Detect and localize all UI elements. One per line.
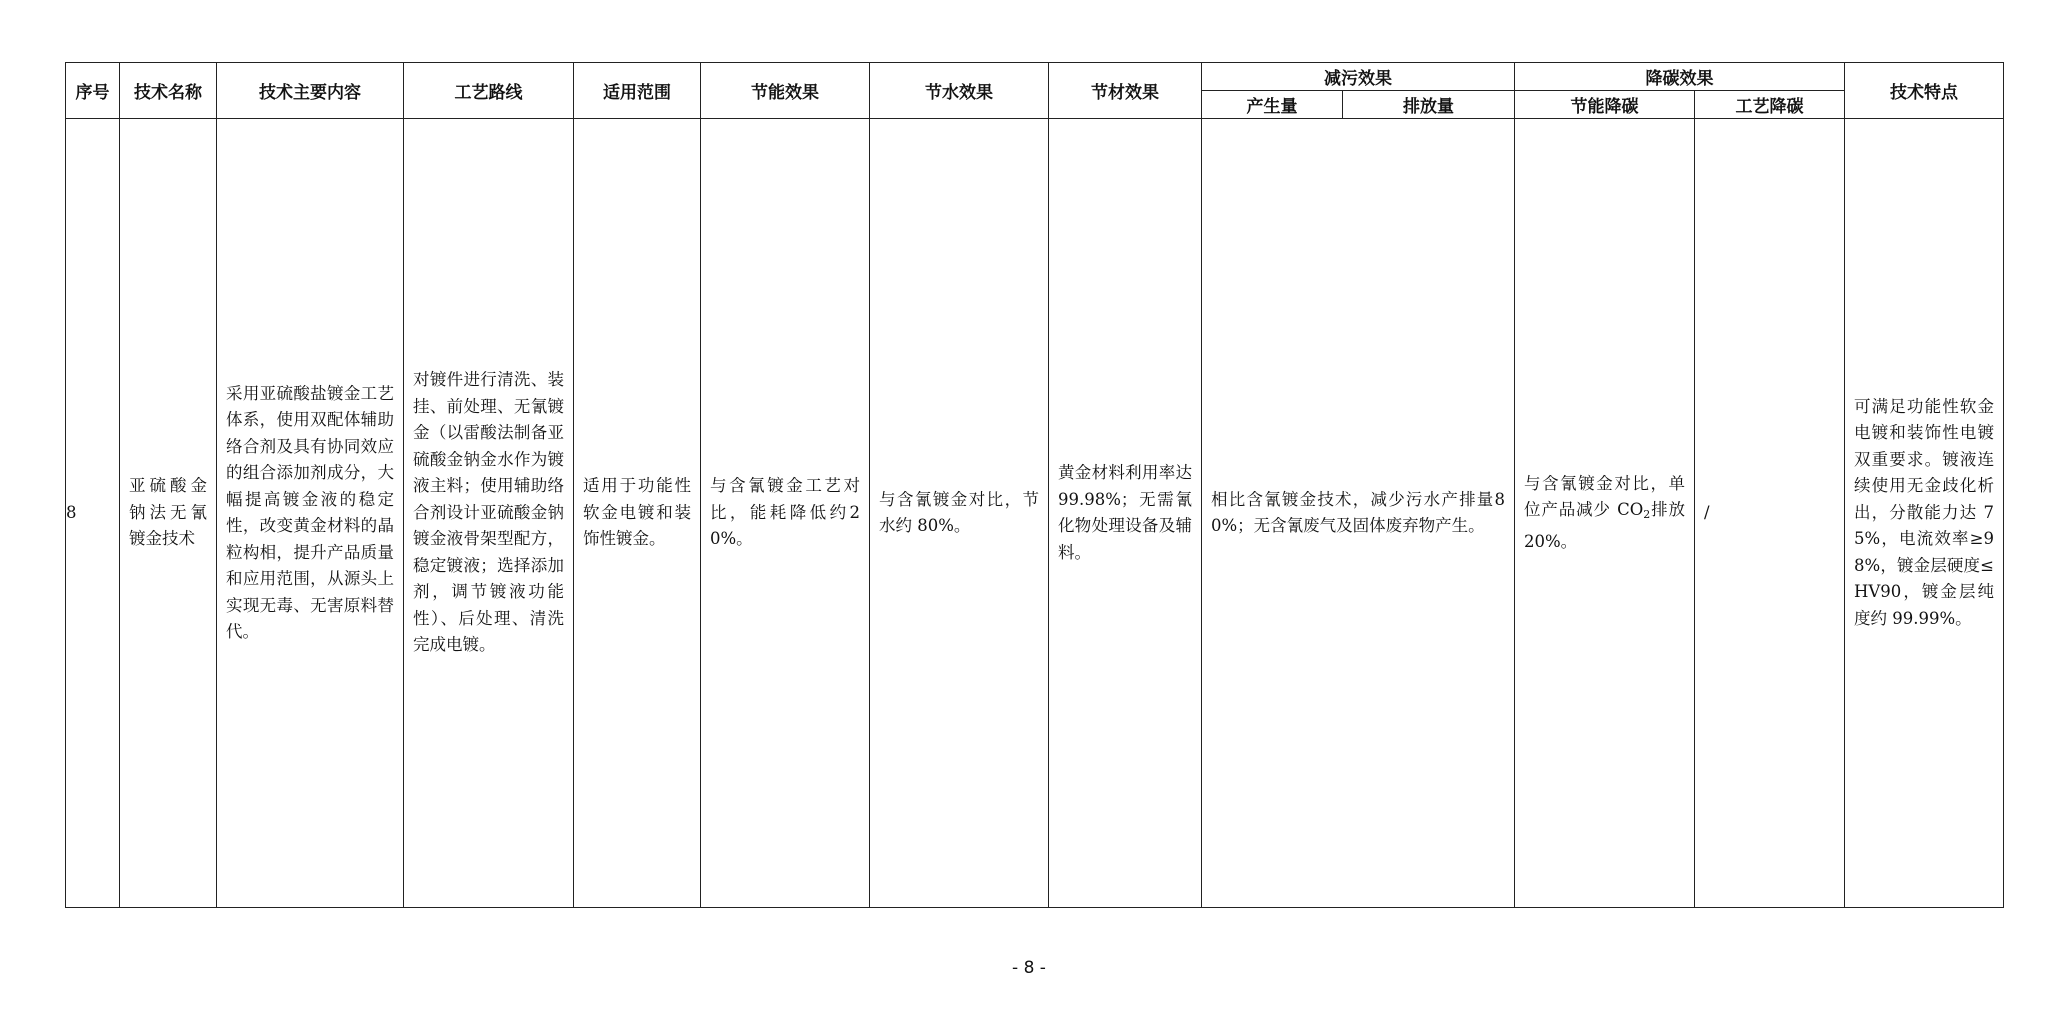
header-process-route: 工艺路线 — [404, 63, 574, 119]
technology-table — [65, 62, 2004, 908]
header-water-saving: 节水效果 — [870, 63, 1049, 119]
cell-process-carbon — [1695, 119, 1845, 908]
header-main-content: 技术主要内容 — [217, 63, 404, 119]
header-row-top — [66, 63, 2004, 91]
energy-carbon-pre: 与含氰镀金对比，单位产品减少 CO — [1524, 473, 1685, 520]
header-scope: 适用范围 — [574, 63, 701, 119]
cell-scope — [574, 119, 701, 908]
scope-text: 适用于功能性软金电镀和装饰性镀金。 — [583, 476, 691, 549]
process-carbon-text: / — [1704, 502, 1710, 522]
cell-energy-saving — [701, 119, 870, 908]
features-text: 可满足功能性软金电镀和装饰性电镀双重要求。镀液连续使用无金歧化析出，分散能力达 75%，电流效率≥98%，镀金层硬度≤HV90，镀金层纯度约 99.99%。 — [1854, 396, 1994, 628]
cell-features — [1845, 119, 2004, 908]
cell-tech-name — [120, 119, 217, 908]
cell-index: 8 — [66, 119, 120, 908]
energy-saving-text: 与含氰镀金工艺对比，能耗降低约20%。 — [710, 476, 860, 549]
cell-main-content — [217, 119, 404, 908]
header-material-saving: 节材效果 — [1049, 63, 1202, 119]
cell-material-saving — [1049, 119, 1202, 908]
header-pollution-reduction: 减污效果 — [1202, 63, 1515, 91]
pollution-text: 相比含氰镀金技术，减少污水产排量80%；无含氰废气及固体废弃物产生。 — [1211, 489, 1505, 535]
process-route-text: 对镀件进行清洗、装挂、前处理、无氰镀金（以雷酸法制备亚硫酸金钠金水作为镀液主料；使用辅助络合剂设计亚硫酸金钠镀金液骨架型配方，稳定镀液；选择添加剂，调节镀液功能性）、后处理、清洗完成电镀。 — [413, 370, 564, 655]
header-pollution-generation: 产生量 — [1202, 91, 1343, 119]
header-process-carbon: 工艺降碳 — [1695, 91, 1845, 119]
main-content-text: 采用亚硫酸盐镀金工艺体系，使用双配体辅助络合剂及具有协同效应的组合添加剂成分，大幅提高镀金液的稳定性，改变黄金材料的晶粒构相，提升产品质量和应用范围，从源头上实现无毒、无害原料替代。 — [226, 383, 394, 641]
header-carbon-reduction: 降碳效果 — [1515, 63, 1845, 91]
page-number: - 8 - — [1012, 958, 1046, 978]
header-energy-saving: 节能效果 — [701, 63, 870, 119]
cell-water-saving — [870, 119, 1049, 908]
water-saving-text: 与含氰镀金对比，节水约 80%。 — [879, 489, 1039, 535]
energy-carbon-text — [1515, 471, 1694, 556]
material-saving-text: 黄金材料利用率达 99.98%；无需氰化物处理设备及辅料。 — [1058, 463, 1192, 562]
co2-subscript: 2 — [1643, 508, 1651, 522]
table-row — [66, 119, 2004, 908]
tech-name-text: 亚硫酸金钠法无氰镀金技术 — [129, 476, 207, 549]
cell-pollution — [1202, 119, 1515, 908]
header-index: 序号 — [66, 63, 120, 119]
cell-process-route — [404, 119, 574, 908]
header-energy-carbon: 节能降碳 — [1515, 91, 1695, 119]
header-pollution-emission: 排放量 — [1343, 91, 1515, 119]
energy-carbon-post: 排放20%。 — [1524, 500, 1685, 551]
header-tech-name: 技术名称 — [120, 63, 217, 119]
header-features: 技术特点 — [1845, 63, 2004, 119]
cell-energy-carbon — [1515, 119, 1695, 908]
